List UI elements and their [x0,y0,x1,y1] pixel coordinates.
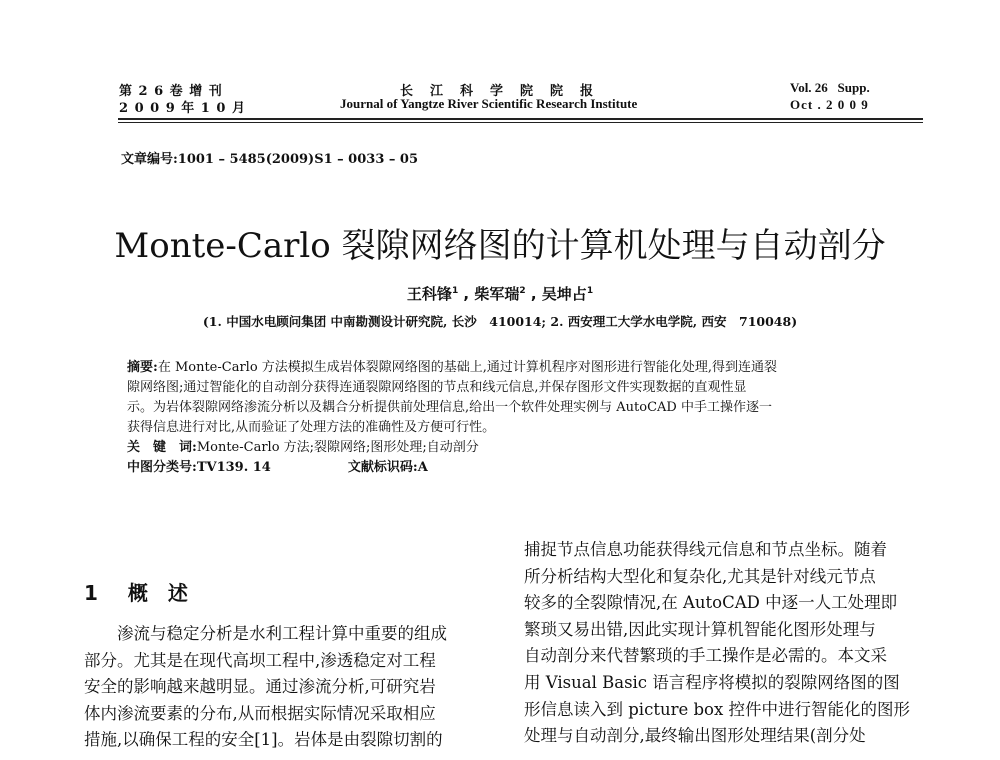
right-column-line: 繁琐又易出错,因此实现计算机智能化图形处理与 [524,619,876,639]
right-column [524,537,910,750]
right-column-line: 捕捉节点信息功能获得线元信息和节点坐标。随着 [524,540,887,559]
right-column-line: 处理与自动剖分,最终输出图形处理结果(剖分处 [524,726,866,746]
affiliation: (1. 中国水电顾问集团 中南勘测设计研究院, 长沙 410014; 2. 西安理工大学水电学院, 西安 710048) [202,314,798,329]
abstract-line: 示。为岩体裂隙网络渗流分析以及耦合分析提供前处理信息,给出一个软件处理实例与 AutoCAD 中手工操作逐一 [127,400,772,415]
abstract-line: 隙网络图;通过智能化的自动剖分获得连通裂隙网络图的节点和线元信息,并保存图形文件实现数据的直观性显 [127,380,747,395]
volume-label-en: Vol. 26 Supp. [790,80,870,95]
classification-line [127,458,777,478]
author-name: 吴坤占 [541,285,587,303]
abstract-block [127,358,777,478]
keywords-line [127,438,777,458]
header-rule-thin [118,122,923,123]
section-heading [84,577,188,606]
header-rule-thick [118,118,923,120]
left-column [84,621,447,754]
doc-code-value: A [417,460,428,475]
abstract-line [127,358,777,378]
right-column-line: 用 Visual Basic 语言程序将模拟的裂隙网络图的图 [524,672,900,692]
right-column-line: 自动剖分来代替繁琐的手工操作是必需的。本文采 [524,646,887,666]
right-column-line: 所分析结构大型化和复杂化,尤其是针对线元节点 [524,566,876,586]
doc-code-label: 文献标识码: [347,460,418,475]
left-column-line: 措施,以确保工程的安全[1]。岩体是由裂隙切割的 [84,730,443,750]
author-separator: , [458,285,475,303]
abstract-line: 获得信息进行对比,从而验证了处理方法的准确性及方便可行性。 [127,420,496,435]
keywords-text: Monte-Carlo 方法;裂隙网络;图形处理;自动剖分 [196,440,479,455]
abstract-text: 在 Monte-Carlo 方法模拟生成岩体裂隙网络图的基础上,通过计算机程序对图形进行智能化处理,得到连通裂 [157,360,778,375]
author-affiliation-marker: 2 [519,286,526,296]
author-name: 王科锋 [406,285,452,303]
journal-name-en: Journal of Yangtze River Scientific Research Institute [340,96,638,111]
clc-label: 中图分类号: [127,460,197,475]
section-title: 概 述 [127,581,188,605]
author-separator: , [525,285,542,303]
right-column-line: 较多的全裂隙情况,在 AutoCAD 中逐一人工处理即 [524,593,898,613]
abstract-label: 摘要: [127,360,158,375]
paper-title: Monte-Carlo 裂隙网络图的计算机处理与自动剖分 [114,226,886,266]
section-number: 1 [84,581,98,605]
volume-label-cn: 第 2 6 卷 增 刊 [119,84,223,99]
right-column-line: 形信息读入到 picture box 控件中进行智能化的图形 [524,699,911,719]
keywords-label: 关 键 词: [127,440,197,455]
date-label-en: Oct . 2 0 0 9 [790,97,869,112]
author-list [0,283,1000,304]
author-affiliation-marker: 1 [451,286,459,296]
left-column-line: 体内渗流要素的分布,从而根据实际情况采取相应 [84,703,436,723]
left-column-line: 安全的影响越来越明显。通过渗流分析,可研究岩 [84,677,436,697]
author-affiliation-marker: 1 [586,286,594,296]
clc-value: TV139. 14 [196,460,271,475]
author-name: 柴军瑞 [474,285,520,303]
left-column-line: 部分。尤其是在现代高坝工程中,渗透稳定对工程 [84,650,436,670]
article-number: 文章编号:1001 – 5485(2009)S1 – 0033 – 05 [121,152,419,167]
date-label-cn: 2 0 0 9 年 1 0 月 [119,101,246,116]
journal-name-cn: 长 江 科 学 院 院 报 [400,84,596,99]
left-column-line: 渗流与稳定分析是水利工程计算中重要的组成 [84,624,447,643]
